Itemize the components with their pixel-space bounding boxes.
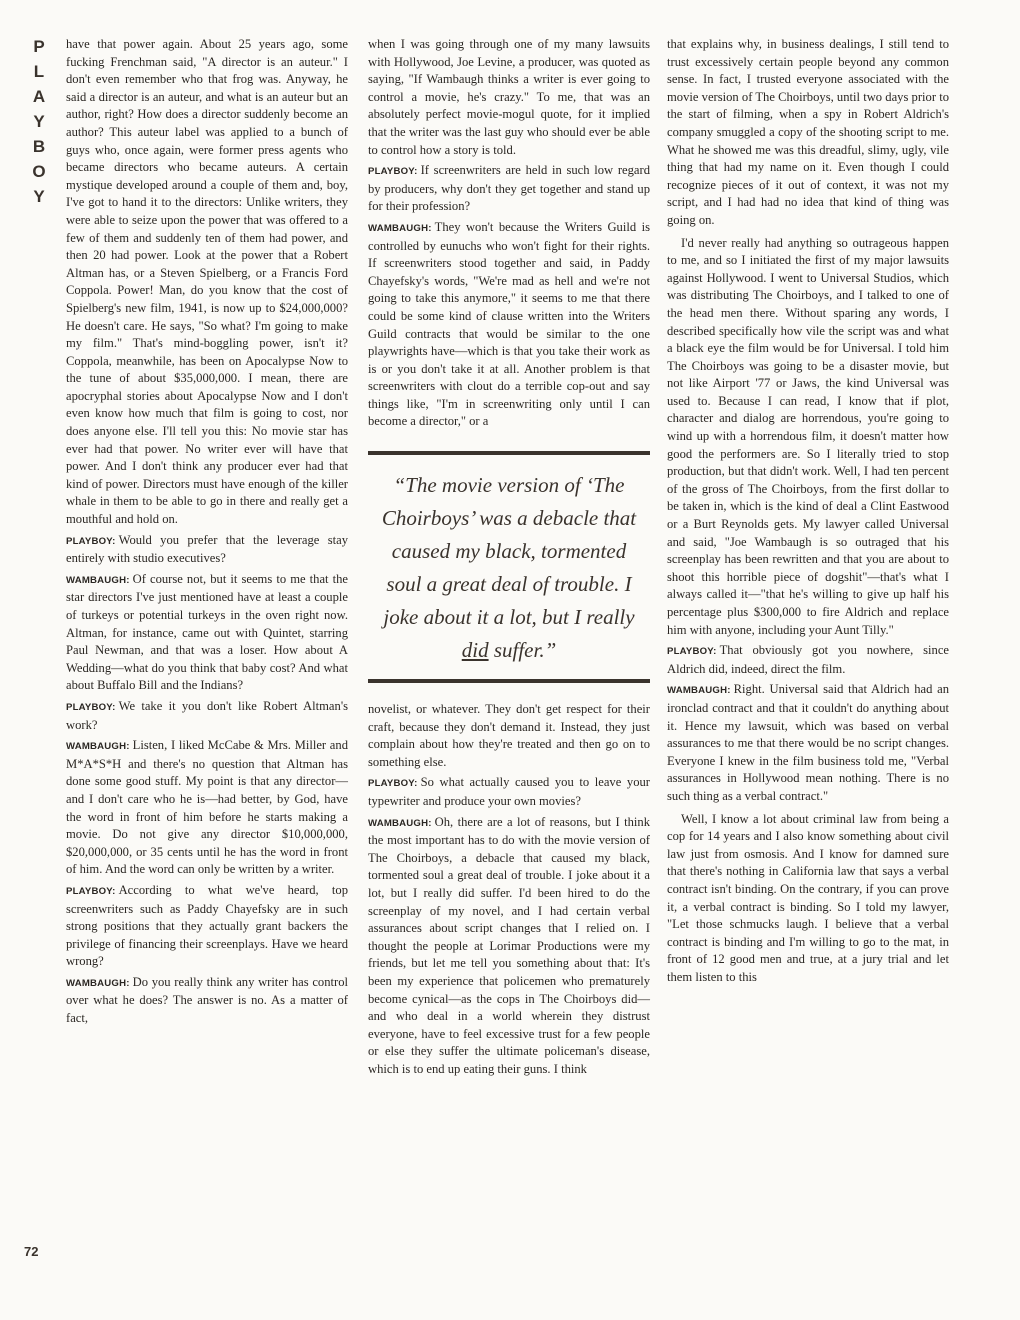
- masthead-letter: A: [32, 87, 46, 106]
- paragraph: novelist, or whatever. They don't get respect for their craft, because they don't demand it. Instead, they just complain about how they're treated and then go on to something else.: [368, 702, 650, 769]
- answer: [66, 974, 348, 1028]
- answer-text: Right. Universal said that Aldrich had an ironclad contract and that it couldn't do anything about it. Hence my lawsuit, which was based on verbal assurances to me that there would be no script changes. Everyone I knew in the film business told me, "Verbal assurances in Hollywood mean nothing. There is no such thing as a verbal contract.": [667, 682, 949, 803]
- answer-text: They won't because the Writers Guild is controlled by eunuchs who won't fight for their rights. If screenwriters stood together and said, in Paddy Chayefsky's words, "We're mad as hell and we're not going to take this anymore," it seems to me that there could be some kind of clause written into the Writers Guild contracts that would be similar to the one playwrights have—which is that you take their work as is or you don't take it at all. Another problem is that screenwriters with clout do a terrible cop-out and say things like, "I'm in screenwriting only until I can become a director," or a: [368, 219, 650, 429]
- question-text: Would you prefer that the leverage stay entirely with studio executives?: [66, 532, 348, 566]
- question-text: If screenwriters are held in such low regard by producers, why don't they get together and stand up for their profession?: [368, 163, 650, 214]
- question-text: That obviously got you nowhere, since Aldrich did, indeed, direct the film.: [667, 643, 949, 676]
- speaker-label: WAMBAUGH:: [66, 741, 130, 753]
- speaker-label: PLAYBOY:: [368, 778, 418, 790]
- speaker-label: WAMBAUGH:: [368, 817, 432, 829]
- paragraph: I'd never really had anything so outrageous happen to me, and so I initiated the first of my major lawsuits against Hollywood. I went to Universal Studios, which was distributing The Choirboys, and I talked to one of the head men there. Without sparing any words, I described specifically how vile the script was and what a black eye the film would be for Universal. I told him The Choirboys was going to be a disaster movie, but not like Airport '77 or Jaws, the kind Universal was used to. Because I can read, I know that if plot, character and dialog are horrendous, you're going to wind up with a horrendous film, it doesn't matter how good the performers are. So I literally tried to stop production, but that didn't work. Well, I had ten percent of the gross of The Choirboys, from the first dollar to be taken in, which is the kind of deal a Clint Eastwood or a Burt Reynolds gets. My lawyer called Universal and said, "Joe Wambaugh is so outraged that his screenplay has been rewritten and that you are about to shoot this horrible piece of dogshit"—that's what I always called it—"that he's willing to give up half his percentage plus $300,000 to fire Aldrich and replace him with anyone, including your Aunt Tilly.": [667, 235, 949, 637]
- question: [66, 882, 348, 971]
- speaker-label: WAMBAUGH:: [66, 574, 130, 586]
- question: [66, 698, 348, 734]
- paragraph: Well, I know a lot about criminal law from being a cop for 14 years and I also know something about civil law just from osmosis. And I know for damned sure that there's nothing in California law that says a verbal contract isn't binding. On the contrary, if you can prove it, a verbal contract is binding. So I told my lawyer, "Let those schmucks laugh. I believe that a verbal contract is binding and I'm willing to go to the mat, in front of 12 good men and true, at a jury trial and let them listen to this: [667, 811, 949, 984]
- question: [368, 774, 650, 810]
- masthead-letter: Y: [33, 112, 45, 131]
- pull-quote-emphasis: did: [461, 638, 489, 663]
- question: [368, 162, 650, 216]
- speaker-label: WAMBAUGH:: [667, 685, 731, 697]
- speaker-label: WAMBAUGH:: [368, 222, 432, 234]
- question-text: So what actually caused you to leave your typewriter and produce your own movies?: [368, 775, 650, 809]
- question: [667, 642, 949, 678]
- masthead-letter: O: [32, 162, 46, 181]
- paragraph: that explains why, in business dealings, I still tend to trust excessively certain people beyond any common sense. In fact, I trusted everyone associated with the movie version of The Choirboys, until two days prior to the start of filming, when a spy in Robert Aldrich's company smuggled a copy of the shooting script to me. What he showed me was this dreadful, slimy, ugly, vile thing that had my name on it. Even though I could recognize pieces of it out of context, it was not my script, and I had had no idea that kind of thing was going on.: [667, 37, 949, 227]
- speaker-label: PLAYBOY:: [66, 535, 116, 547]
- answer: [66, 737, 348, 879]
- answer: [667, 681, 949, 805]
- column-1: [66, 36, 348, 1031]
- column-2: [368, 36, 650, 1082]
- speaker-label: PLAYBOY:: [66, 701, 116, 713]
- answer-text: Of course not, but it seems to me that the star directors I've just mentioned have at least a couple of turkeys or potential turkeys in the oven right now. Altman, for instance, came out with Quintet, starring Paul Newman, and that was a loser. How about A Wedding—what do you think that baby cost? And what about Buffalo Bill and the Indians?: [66, 571, 348, 693]
- answer-text: Oh, there are a lot of reasons, but I think the most important has to do with the movie version of The Choirboys, a debacle that caused my black, tormented soul a great deal of trouble. I joke about it a lot, but I really did suffer. I'd been hired to do the screenplay of my novel, and I had certain verbal assurances about script changes that I relied on. I thought the people at Lorimar Productions were my friends, but let me tell you something about that: It's been my experience that policemen who prematurely become cynical—as the cops in The Choirboys did—and who deal in a world wherein they distrust everyone, have to feel excessive trust for a few people or else they suffer the ultimate policeman's disease, which is to end up eating their guns. I think: [368, 814, 650, 1076]
- answer: [66, 571, 348, 695]
- masthead-letter: Y: [33, 187, 45, 206]
- question-text: We take it you don't like Robert Altman's work?: [66, 698, 348, 732]
- question-text: According to what we've heard, top screenwriters such as Paddy Chayefsky are in such strong positions that they actually grant backers the privilege of financing their screenplays. Have we heard wrong?: [66, 882, 348, 969]
- page-number: 72: [24, 1244, 39, 1259]
- masthead-letter: L: [33, 62, 45, 81]
- masthead-letter: B: [32, 137, 46, 156]
- paragraph: have that power again. About 25 years ago, some fucking Frenchman said, "A director is an auteur." I don't even remember who that frog was. Anyway, he said a director is an auteur, and what is an auteur but an author, right? How does a director suddenly become an author? This auteur label was applied to a bunch of guys who, once again, were former press agents who became directors who became auteurs. A certain mystique developed around a couple of them and, boy, I've got to hand it to the directors: Unlike writers, they were able to seize upon the power that was offered to a few of them and suddenly ten of them had power, and then 20 had power. Look at the power that a Robert Altman has, or a Steven Spielberg, or a Francis Ford Coppola. Power! Man, do you know that the cost of Spielberg's new film, 1941, is now up to $24,000,000? He doesn't care. He says, "So what? I'm going to make my film." That's mind-boggling power, isn't it? Coppola, meanwhile, has been on Apocalypse Now to the tune of about $35,000,000. I mean, there are apocryphal stories about Apocalypse Now and I don't even know how much that film is going to cost, nor does anyone else. I'll tell you this: No movie star has ever had that power. No writer ever will have that power. And I don't think any producer ever had that kind of power. Directors must have enough of the killer whale in them to be able to go in there and really get a mouthful and hold on.: [66, 37, 348, 527]
- speaker-label: PLAYBOY:: [66, 885, 116, 897]
- masthead: [26, 34, 52, 209]
- speaker-label: WAMBAUGH:: [66, 977, 130, 989]
- answer: [368, 219, 650, 431]
- pull-quote-text-end: suffer.”: [488, 638, 557, 663]
- answer-text: Listen, I liked McCabe & Mrs. Miller and M*A*S*H and there's no question that Altman has done some good stuff. My point is that any director—and I don't care who he is—had better, by God, have the word in front of him before he starts making a movie. Do not give any director $10,000,000, $20,000,000, or 35 cents until he has the word in front of him. And the word can only be written by a writer.: [66, 738, 348, 877]
- speaker-label: PLAYBOY:: [368, 166, 418, 178]
- paragraph: when I was going through one of my many lawsuits with Hollywood, Joe Levine, a producer, was quoted as saying, "If Wambaugh thinks a writer is ever going to control a movie, he's crazy." To me, that was an absolutely perfect movie-mogul quote, for it implied that the writer was the last guy who should ever be able to control how a story is told.: [368, 37, 650, 157]
- masthead-letter: P: [33, 37, 45, 56]
- pull-quote: [368, 451, 650, 683]
- column-3: [667, 36, 949, 989]
- pull-quote-text: “The movie version of ‘The Choirboys’ was a debacle that caused my black, tormented soul a great deal of trouble. I joke about it a lot, but I really: [381, 473, 637, 630]
- speaker-label: PLAYBOY:: [667, 646, 717, 658]
- answer: [368, 814, 650, 1079]
- answer-text: Do you really think any writer has control over what he does? The answer is no. As a matter of fact,: [66, 974, 348, 1026]
- question: [66, 532, 348, 568]
